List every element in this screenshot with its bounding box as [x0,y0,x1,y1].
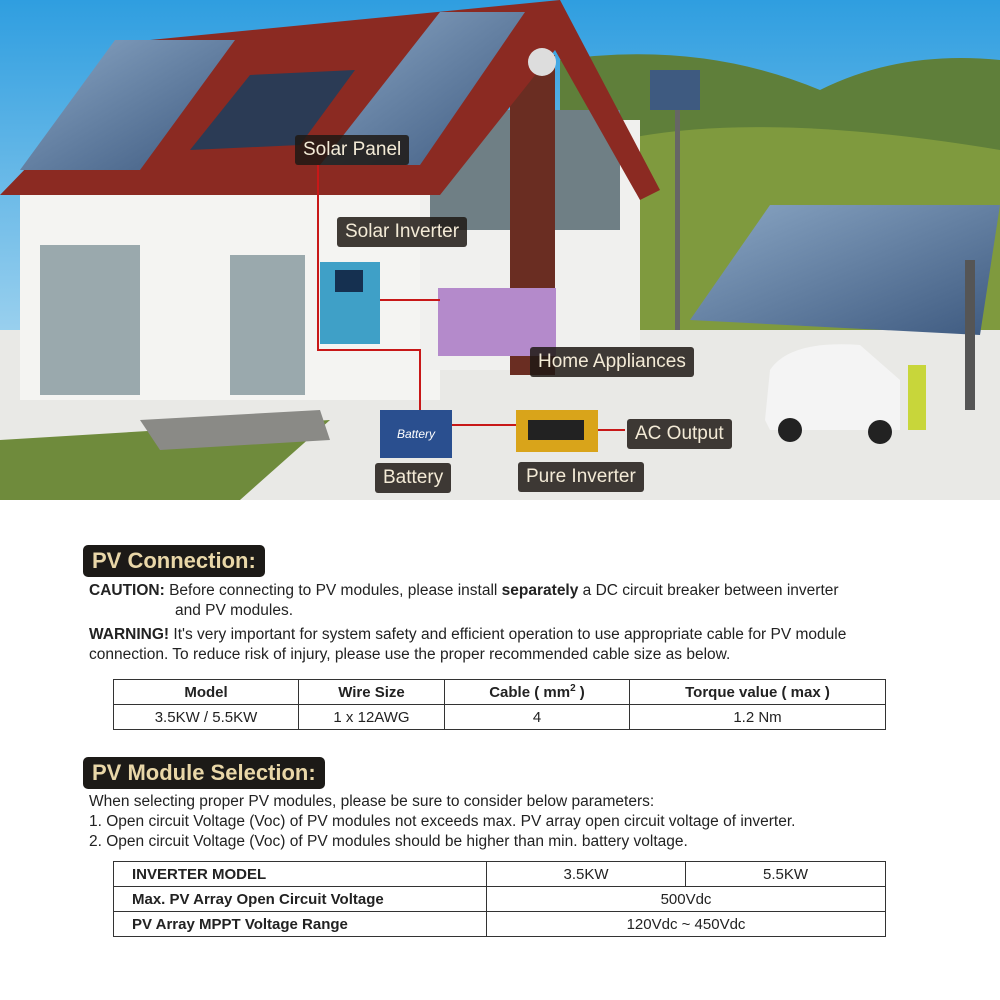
cell-inverter-model-label: INVERTER MODEL [114,862,487,887]
cell-5-5kw: 5.5KW [686,862,886,887]
caution-line2: and PV modules. [175,602,294,619]
cell-max-voltage-label: Max. PV Array Open Circuit Voltage [114,887,487,912]
cell-mppt-label: PV Array MPPT Voltage Range [114,912,487,937]
header-wire-size: Wire Size [299,680,445,705]
label-battery: Battery [375,463,451,493]
caution-text [89,581,929,621]
header-torque: Torque value ( max ) [630,680,886,705]
header-cable-text: Cable ( mm [489,684,571,701]
cell-max-voltage: 500Vdc [487,887,886,912]
header-model: Model [114,680,299,705]
pv-module-table [113,861,886,937]
point-2: 2. Open circuit Voltage (Voc) of PV modules should be higher than min. battery voltage. [89,833,688,850]
cell-cable: 4 [445,705,630,730]
intro-text: When selecting proper PV modules, please be sure to consider below parameters: [89,793,655,810]
cell-mppt-range: 120Vdc ~ 450Vdc [487,912,886,937]
pv-module-title: PV Module Selection: [83,757,325,789]
cable-table [113,679,886,730]
table-row [114,862,886,887]
header-cable-sup: 2 [570,683,576,694]
battery-device-text: Battery [396,427,436,441]
tv [438,288,556,356]
label-solar-inverter: Solar Inverter [337,217,467,247]
warning-body: It's very important for system safety and efficient operation to use appropriate cable for PV module connection. To reduce risk of injury, please use the proper recommended cable size as below. [89,626,847,663]
caution-pre: Before connecting to PV modules, please install [164,582,502,599]
label-ac-output: AC Output [627,419,732,449]
header-cable-close: ) [575,684,585,701]
header-cable [445,680,630,705]
table-header-row [114,680,886,705]
point-1: 1. Open circuit Voltage (Voc) of PV modules not exceeds max. PV array open circuit voltage of inverter. [89,813,796,830]
caution-post: a DC circuit breaker between inverter [578,582,839,599]
label-pure-inverter: Pure Inverter [518,462,644,492]
pv-connection-title: PV Connection: [83,545,265,577]
cell-wire-size: 1 x 12AWG [299,705,445,730]
table-row [114,912,886,937]
cell-model: 3.5KW / 5.5KW [114,705,299,730]
caution-bold: separately [501,582,579,599]
warning-text [89,625,929,665]
table-row [114,887,886,912]
table-row [114,705,886,730]
pv-module-text [89,792,949,852]
label-home-appliances: Home Appliances [530,347,694,377]
warning-label: WARNING! [89,626,170,643]
caution-label: CAUTION: [89,582,165,599]
cell-3-5kw: 3.5KW [487,862,686,887]
label-solar-panel: Solar Panel [295,135,409,165]
cell-torque: 1.2 Nm [630,705,886,730]
